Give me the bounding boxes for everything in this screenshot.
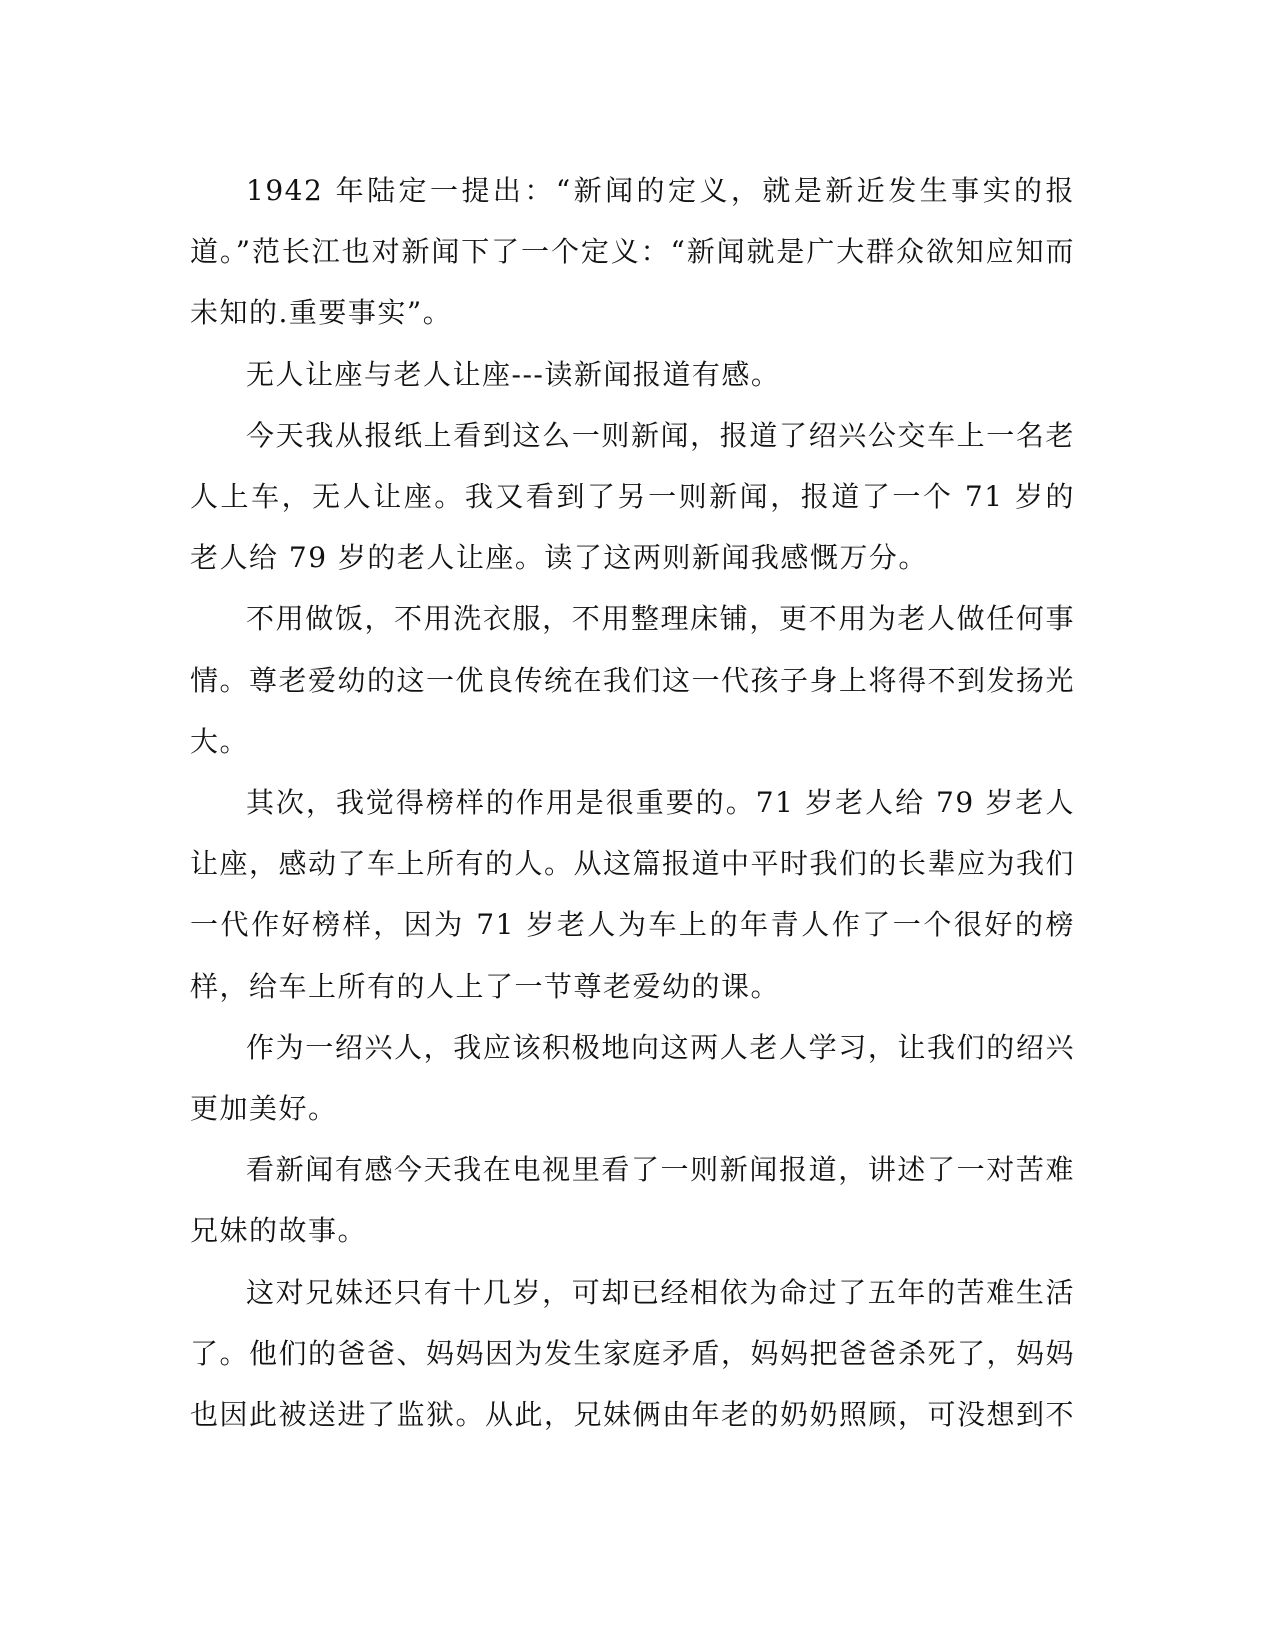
paragraph-news-definition: 1942 年陆定一提出：“新闻的定义，就是新近发生事实的报道。”范长江也对新闻下了一个定义：“新闻就是广大群众欲知应知而未知的.重要事实”。: [190, 174, 1075, 330]
paragraph-siblings-story: 这对兄妹还只有十几岁，可却已经相依为命过了五年的苦难生活了。他们的爸爸、妈妈因为发生家庭矛盾，妈妈把爸爸杀死了，妈妈也因此被送进了监狱。从此，兄妹俩由年老的奶奶照顾，可没想到不: [190, 1275, 1076, 1432]
paragraph-bus-news: 今天我从报纸上看到这么一则新闻，报道了绍兴公交车上一名老人上车，无人让座。我又看到了另一则新闻，报道了一个 71 岁的老人给 79 岁的老人让座。读了这两则新闻我感慨万分。: [190, 418, 1075, 575]
paragraph-role-model: 其次，我觉得榜样的作用是很重要的。71 岁老人给 79 岁老人让座，感动了车上所有的人。从这篇报道中平时我们的长辈应为我们一代作好榜样，因为 71 岁老人为车上的年青人作了一个很好的榜样，给车上所有的人上了一节尊老爱幼的课。: [190, 786, 1076, 1003]
paragraph-section-title: 无人让座与老人让座---读新闻报道有感。: [246, 357, 781, 391]
document-body: [190, 160, 1075, 1445]
paragraph-tv-news: 看新闻有感今天我在电视里看了一则新闻报道，讲述了一对苦难兄妹的故事。: [190, 1153, 1075, 1248]
paragraph-no-chores: 不用做饭，不用洗衣服，不用整理床铺，更不用为老人做任何事情。尊老爱幼的这一优良传统在我们这一代孩子身上将得不到发扬光大。: [190, 602, 1076, 758]
paragraph-shaoxing: 作为一绍兴人，我应该积极地向这两人老人学习，让我们的绍兴更加美好。: [190, 1030, 1075, 1126]
